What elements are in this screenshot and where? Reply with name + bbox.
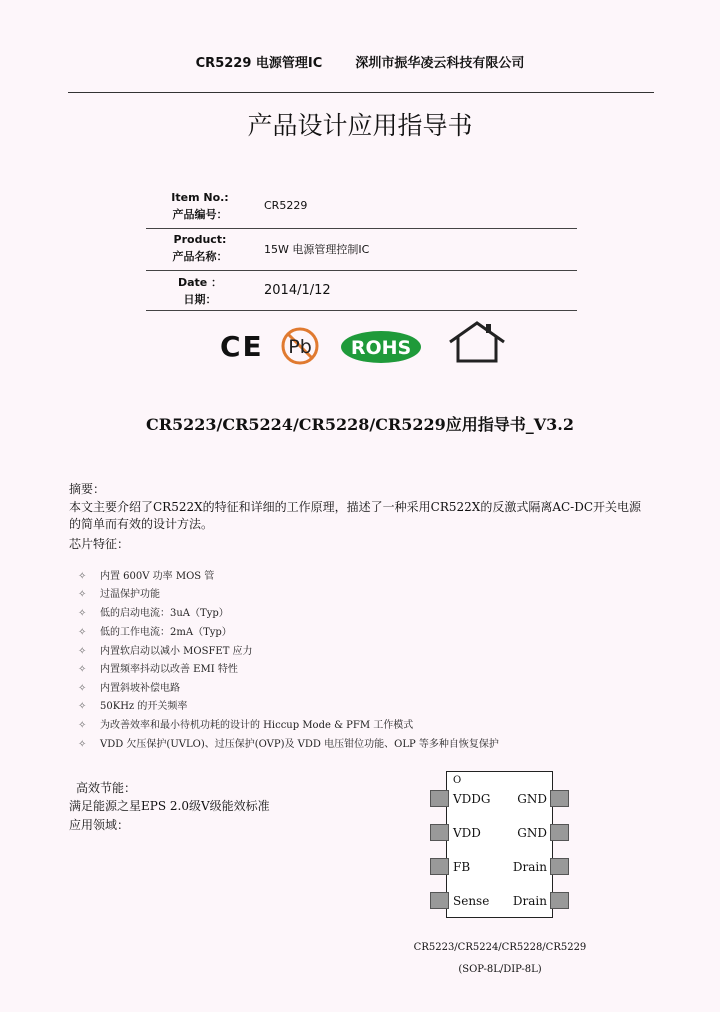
pin-label-left: Sense bbox=[453, 894, 490, 908]
info-divider bbox=[146, 228, 577, 229]
chip-pin bbox=[550, 892, 569, 909]
efficiency-heading: 高效节能： bbox=[76, 781, 137, 795]
info-value-item: CR5229 bbox=[264, 199, 308, 212]
pin1-marker: O bbox=[453, 775, 462, 786]
feature-item: ✧ VDD 欠压保护(UVLO)、过压保护(OVP)及 VDD 电压钳位功能、OLP 等多种自恢复保护 bbox=[78, 739, 499, 750]
pb-free-icon bbox=[280, 326, 320, 366]
header-company: 深圳市振华凌云科技有限公司 bbox=[355, 56, 525, 71]
chip-package-diagram bbox=[446, 771, 553, 918]
pin-label-right: GND bbox=[517, 792, 547, 806]
chip-pin bbox=[430, 892, 449, 909]
pin-label-left: VDDG bbox=[453, 792, 491, 806]
pb-label: Pb bbox=[288, 336, 312, 358]
chip-caption-models: CR5223/CR5224/CR5228/CR5229 bbox=[413, 942, 587, 953]
chip-pin bbox=[550, 824, 569, 841]
chip-pin bbox=[430, 790, 449, 807]
chip-pin bbox=[550, 790, 569, 807]
feature-item: ✧ 低的启动电流：3uA（Typ） bbox=[78, 608, 229, 619]
document-title: CR5223/CR5224/CR5228/CR5229应用指导书_V3.2 bbox=[145, 415, 575, 434]
abstract-line-1: 本文主要介绍了CR522X的特征和详细的工作原理，描述了一种采用CR522X的反激式隔离AC-DC开关电源 bbox=[69, 500, 642, 514]
pin-label-right: GND bbox=[517, 826, 547, 840]
page-header bbox=[0, 52, 720, 71]
chip-caption-package: (SOP-8L/DIP-8L) bbox=[458, 964, 542, 975]
chip-pin bbox=[430, 858, 449, 875]
rohs-label: ROHS bbox=[350, 337, 412, 359]
info-label-item: Item No.: 产品编号： bbox=[171, 191, 229, 221]
info-divider bbox=[146, 310, 577, 311]
feature-item: ✧ 50KHz 的开关频率 bbox=[78, 701, 188, 712]
info-divider bbox=[146, 270, 577, 271]
pin-label-left: VDD bbox=[453, 826, 481, 840]
applications-heading: 应用领域： bbox=[69, 818, 130, 832]
chip-pin bbox=[430, 824, 449, 841]
pin-label-right: Drain bbox=[512, 894, 547, 908]
info-value-date: 2014/1/12 bbox=[264, 283, 331, 298]
feature-item: ✧ 低的工作电流：2mA（Typ） bbox=[78, 627, 232, 638]
header-divider bbox=[68, 92, 654, 93]
header-product-line: CR5229 电源管理IC bbox=[195, 56, 323, 71]
feature-item: ✧ 内置斜坡补偿电路 bbox=[78, 683, 180, 694]
pin-label-right: Drain bbox=[512, 860, 547, 874]
feature-item: ✧ 内置 600V 功率 MOS 管 bbox=[78, 571, 215, 582]
feature-item: ✧ 为改善效率和最小待机功耗的设计的 Hiccup Mode & PFM 工作模式 bbox=[78, 720, 414, 731]
ce-mark-icon: CE bbox=[220, 330, 264, 363]
efficiency-line: 满足能源之星EPS 2.0级V级能效标准 bbox=[69, 799, 270, 813]
page-title: 产品设计应用指导书 bbox=[247, 111, 473, 140]
feature-item: ✧ 内置软启动以减小 MOSFET 应力 bbox=[78, 646, 253, 657]
abstract-heading: 摘要： bbox=[69, 482, 106, 496]
feature-item: ✧ 过温保护功能 bbox=[78, 589, 160, 600]
info-value-product: 15W 电源管理控制IC bbox=[264, 243, 370, 256]
house-icon bbox=[448, 320, 506, 364]
abstract-line-2: 的简单而有效的设计方法。 bbox=[69, 517, 214, 531]
feature-item: ✧ 内置频率抖动以改善 EMI 特性 bbox=[78, 664, 238, 675]
pin-label-left: FB bbox=[453, 860, 471, 874]
rohs-icon bbox=[340, 330, 422, 364]
info-label-product: Product: 产品名称： bbox=[172, 233, 228, 263]
info-label-date: Date ： 日期： bbox=[177, 276, 223, 306]
features-heading: 芯片特征： bbox=[69, 537, 130, 551]
chip-pin bbox=[550, 858, 569, 875]
